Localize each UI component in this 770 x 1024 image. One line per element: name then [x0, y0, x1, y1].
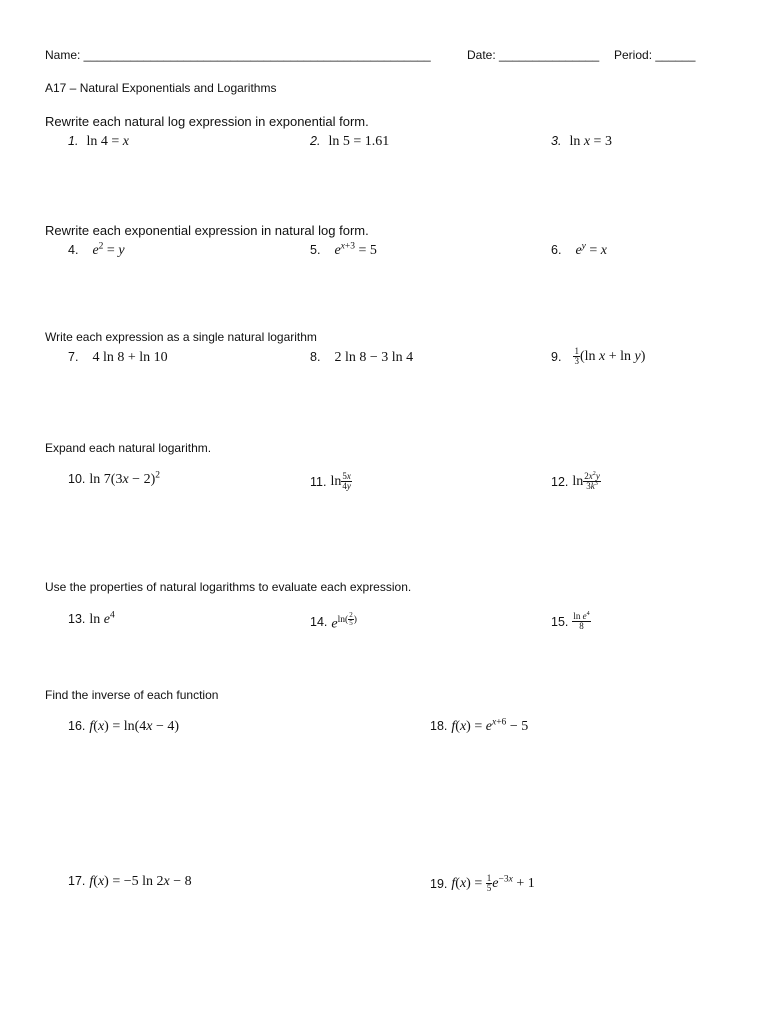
problem-9	[551, 347, 645, 367]
problem-number: 14.	[310, 615, 328, 630]
problem-expression: $e^2 = y$	[92, 241, 125, 258]
problem-expression: ln $\frac{5x}{4y}$	[330, 471, 351, 492]
problem-number: 8.	[310, 350, 321, 364]
problem-expression: ln x = 3	[569, 134, 612, 149]
section-4-instruction: Expand each natural logarithm.	[45, 441, 212, 455]
problem-11	[310, 472, 352, 492]
problem-number: 1.	[68, 134, 79, 148]
problem-expression: ln 5 = 1.61	[328, 134, 390, 149]
problem-3	[551, 134, 612, 150]
problem-13	[68, 612, 115, 628]
problem-number: 15.	[551, 614, 569, 629]
problem-number: 4.	[68, 243, 79, 257]
problem-expression: $e^{x+3} = 5$	[334, 241, 377, 258]
section-2-instruction: Rewrite each exponential expression in natural log form.	[45, 223, 369, 238]
problem-6	[551, 243, 607, 259]
problem-number: 11.	[310, 474, 327, 489]
problem-19	[430, 874, 535, 894]
problem-expression: $\frac{1}{3}$ (ln x + ln y)	[574, 346, 646, 367]
problem-expression: f(x) = ln(4x − 4)	[89, 719, 180, 734]
period-field[interactable]: Period: ______	[614, 48, 696, 62]
section-3-instruction: Write each expression as a single natural logarithm	[45, 330, 317, 344]
problem-number: 16.	[68, 719, 86, 733]
section-1-instruction: Rewrite each natural log expression in exponential form.	[45, 114, 369, 129]
problem-number: 10.	[68, 472, 86, 486]
worksheet-title: A17 – Natural Exponentials and Logarithms	[45, 81, 277, 95]
name-field[interactable]: Name: ____________________________________________________	[45, 48, 431, 62]
problem-expression: 4 ln 8 + ln 10	[92, 350, 168, 365]
problem-expression: $\ln e^4$	[89, 610, 115, 627]
problem-expression: ln 4 = x	[86, 134, 129, 149]
problem-expression: $\frac{\ln e^4}{8}$	[573, 611, 590, 632]
problem-number: 9.	[551, 349, 562, 364]
problem-expression: f(x) = $\frac{1}{5}$ $e^{-3x} + 1$	[451, 873, 535, 894]
problem-number: 3.	[551, 134, 562, 148]
problem-16	[68, 719, 179, 735]
problem-number: 5.	[310, 243, 321, 257]
problem-expression: $e^y = x$	[575, 241, 608, 258]
problem-number: 12.	[551, 474, 569, 489]
problem-2	[310, 134, 389, 150]
problem-5	[310, 243, 377, 259]
problem-expression: f(x) = −5 ln 2x − 8	[89, 874, 192, 889]
date-field[interactable]: Date: _______________	[467, 48, 600, 62]
problem-7	[68, 350, 168, 366]
problem-15	[551, 612, 591, 632]
problem-1	[68, 134, 129, 150]
problem-10	[68, 472, 160, 488]
problem-18	[430, 719, 528, 735]
problem-4	[68, 243, 125, 259]
problem-14	[310, 612, 357, 633]
problem-number: 19.	[430, 876, 448, 891]
problem-expression: ln $\frac{2x^2y}{3k^3}$	[572, 471, 600, 492]
problem-expression: $e^{ln( \frac{2}{5} )}$	[331, 611, 357, 632]
problem-number: 2.	[310, 134, 321, 148]
problem-number: 17.	[68, 874, 86, 888]
problem-expression: $f(x) = e^{x+6} - 5$	[451, 717, 529, 734]
section-5-instruction: Use the properties of natural logarithms to evaluate each expression.	[45, 580, 412, 594]
problem-number: 18.	[430, 719, 448, 733]
problem-17	[68, 874, 192, 890]
problem-number: 6.	[551, 243, 562, 257]
problem-number: 13.	[68, 612, 86, 626]
problem-8	[310, 350, 413, 366]
section-6-instruction: Find the inverse of each function	[45, 688, 219, 702]
problem-12	[551, 472, 601, 492]
problem-expression: $\ln 7(3x - 2)^2$	[89, 470, 160, 487]
problem-number: 7.	[68, 350, 79, 364]
problem-expression: 2 ln 8 − 3 ln 4	[334, 350, 414, 365]
